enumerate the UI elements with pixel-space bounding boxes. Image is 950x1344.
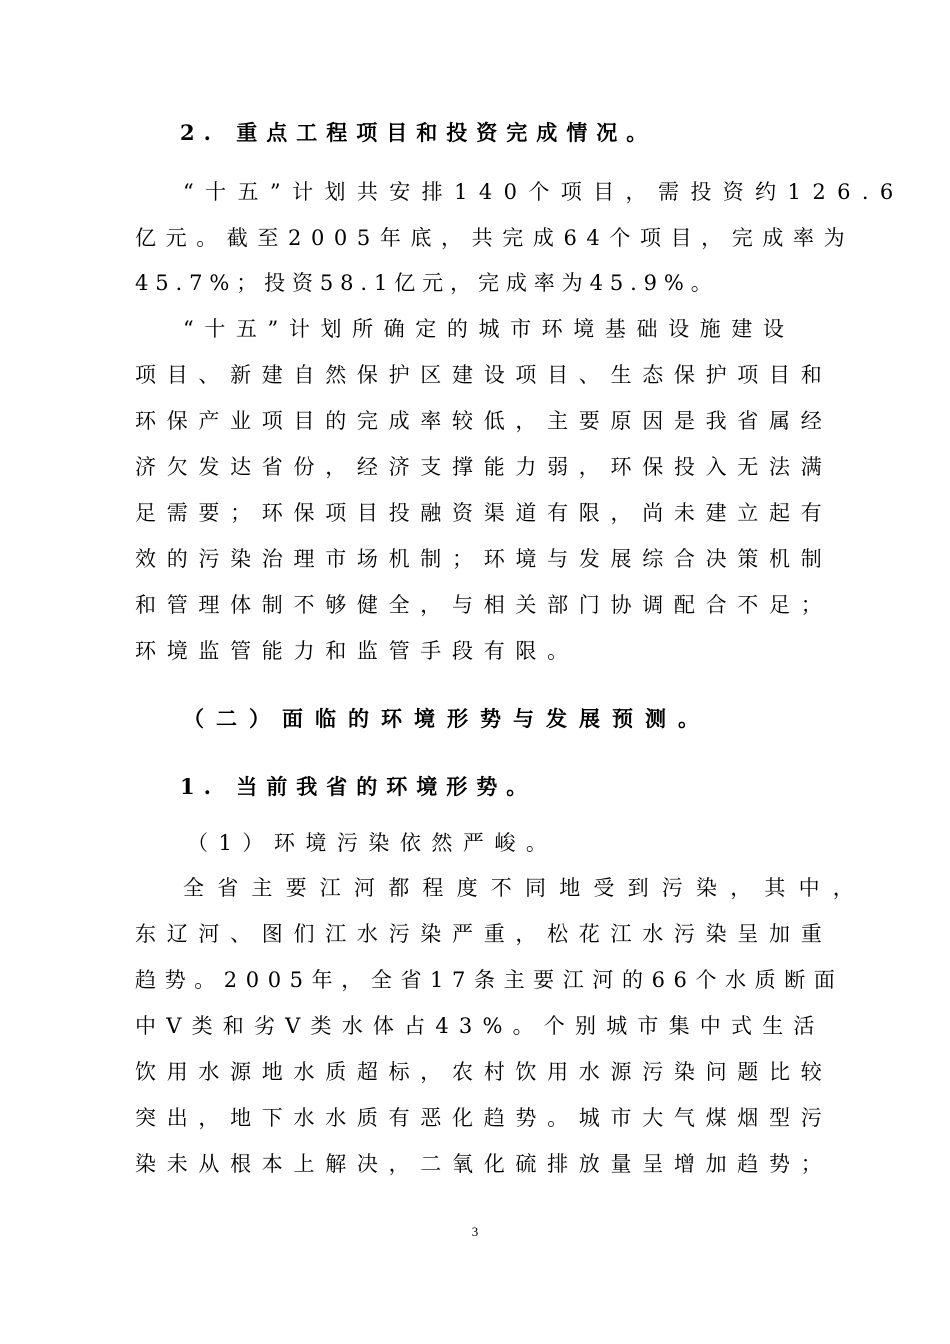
heading-section-two: （二）面临的环境形势与发展预测。 xyxy=(183,706,711,731)
paragraph-line: 环境监管能力和监管手段有限。 xyxy=(135,639,579,663)
paragraph-line: 45.7%；投资58.1亿元，完成率为45.9%。 xyxy=(135,271,719,295)
heading-current-situation: 1. 当前我省的环境形势。 xyxy=(180,774,537,799)
paragraph-line: 趋势。2005年，全省17条主要江河的66个水质断面 xyxy=(135,968,844,992)
paragraph-line: 东辽河、图们江水污染严重，松花江水污染呈加重 xyxy=(135,922,833,946)
paragraph-line: 和管理体制不够健全，与相关部门协调配合不足； xyxy=(135,593,833,617)
paragraph-line: 染未从根本上解决，二氧化硫排放量呈增加趋势； xyxy=(135,1152,833,1176)
paragraph-line: 突出，地下水水质有恶化趋势。城市大气煤烟型污 xyxy=(135,1106,833,1130)
paragraph-line: 全省主要江河都程度不同地受到污染，其中， xyxy=(183,876,867,900)
paragraph-line: 效的污染治理市场机制；环境与发展综合决策机制 xyxy=(135,547,833,571)
paragraph-line: 亿元。截至2005年底，共完成64个项目，完成率为 xyxy=(135,226,855,250)
paragraph-line: “十五”计划所确定的城市环境基础设施建设 xyxy=(183,317,795,341)
page-number: 3 xyxy=(471,1224,479,1239)
paragraph-line: 足需要；环保项目投融资渠道有限，尚未建立起有 xyxy=(135,501,833,525)
paragraph-line: 环保产业项目的完成率较低，主要原因是我省属经 xyxy=(135,409,833,433)
subheading-pollution-severe: （1）环境污染依然严峻。 xyxy=(187,831,558,855)
paragraph-line: “十五”计划共安排140个项目，需投资约126.6 xyxy=(183,180,905,204)
paragraph-line: 项目、新建自然保护区建设项目、生态保护项目和 xyxy=(135,363,833,387)
heading-key-projects: 2. 重点工程项目和投资完成情况。 xyxy=(180,120,657,145)
paragraph-line: 济欠发达省份，经济支撑能力弱，环保投入无法满 xyxy=(135,455,833,479)
paragraph-line: 饮用水源地水质超标，农村饮用水源污染问题比较 xyxy=(135,1060,833,1084)
paragraph-line: 中Ⅴ类和劣Ⅴ类水体占43%。个别城市集中式生活 xyxy=(135,1014,825,1038)
